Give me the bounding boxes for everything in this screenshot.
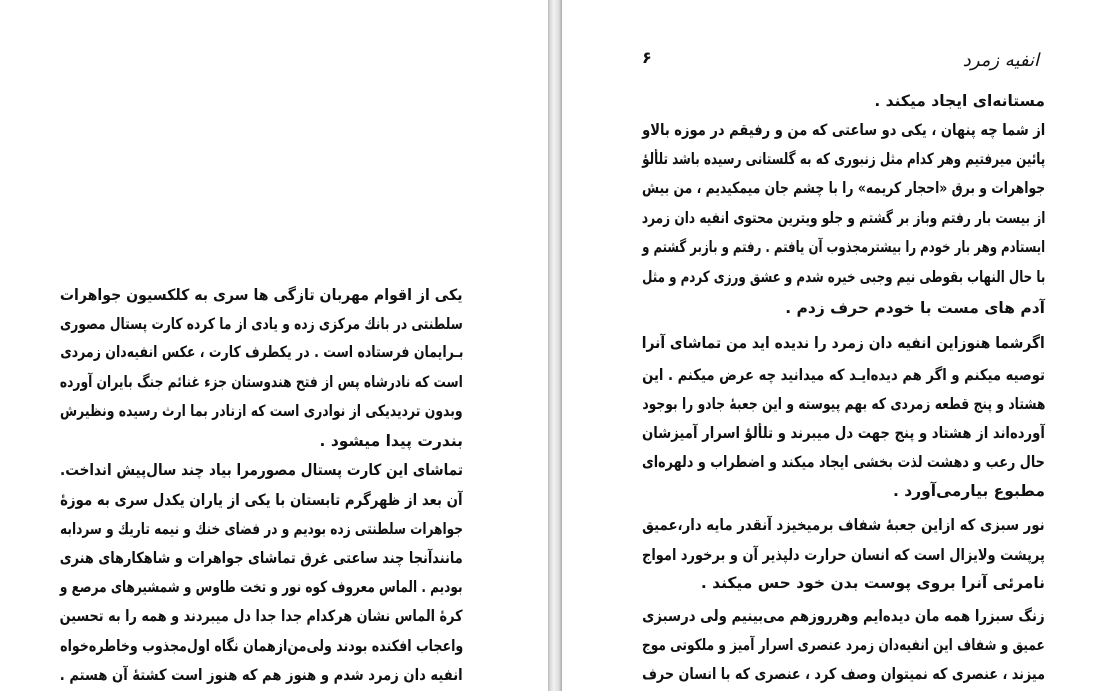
text-line: تماشای این کارت پستال مصورمرا بیاد چند سال‌پیش انداخت. [60,461,463,479]
text-line: است که نادرشاه پس از فتح هندوستان جزء غنائم جنگ بایران آورده [60,373,463,391]
text-line: از بیست بار رفتم وباز بر گشتم و جلو ویترین محتوی انفیه دان زمرد [641,209,1045,227]
text-line: جواهرات سلطنتی زده بودیم و در فضای خنك و نیمه تاریك و سردابه [59,520,463,538]
text-line: آدم های مست با خودم حرف زدم . [785,299,1045,317]
text-line: توصیه میکنم و اگر هم دیده‌ایـد که میدانید چه عرض میکنم . این [642,366,1045,384]
right-page [562,0,1107,691]
text-line: مطبوع بیارمی‌آورد . [892,482,1045,500]
text-line: بـرایمان فرستاده است . در یکطرف کارت ، عکس انفیه‌دان زمردی [59,343,463,361]
text-line: پائین میرفتیم وهر کدام مثل زنبوری که به گلستانی رسیده باشد تلألؤ [641,150,1045,168]
text-line: با حال النهاب بقوطی نیم وجبی خیره شدم و عشق ورزی کردم و مثل [641,268,1045,286]
text-line: زنگ سبزرا همه مان دیده‌ایم وهرروزهم می‌بینیم ولی درسبزی [642,607,1045,625]
text-line: انفیه دان زمرد شدم و هنوز هم که هنوز است کشتهٔ آن هستم . [60,666,463,684]
text-line: یکی از اقوام مهربان تازگی ها سری به کلکسیون جواهرات [60,286,463,304]
text-line: حال رعب و دهشت لذت بخشی ایجاد میکند و اضطراب و دلهره‌ای [642,453,1045,471]
page-number: ۶ [642,48,652,67]
book-spine [548,0,562,691]
text-line: واعجاب افکنده بودند ولی‌من‌ازهمان نگاه اول‌مجذوب وخاطره‌خواه [59,637,463,655]
text-line: بندرت پیدا میشود . [319,432,463,450]
text-line: بودیم . الماس معروف کوه نور و تخت طاوس و شمشیرهای مرصع و [60,578,463,596]
text-line: هشتاد و پنج قطعه زمردی که بهم پیوسته و این جعبهٔ جادو را بوجود [641,395,1045,413]
text-line: مانندآنجا چند ساعتی غرق تماشای جواهرات و شاهکارهای هنری [60,549,463,567]
text-line: عمیق و شفاف این انفیه‌دان زمرد عنصری اسرار آمیز و ملکوتی موج [642,636,1045,654]
text-line: ایستادم وهر بار خودم را بیشترمجذوب آن یافتم . رفتم و بازبر گشتم و [641,238,1045,256]
text-line: نور سبزی که ازاین جعبهٔ شفاف برمیخیزد آنقدر مایه دار،عمیق [642,516,1045,534]
text-line: جواهرات و برق «احجار کریمه» را با چشم جان میمکیدیم ، من بیش [641,179,1045,197]
text-line: کرهٔ الماس نشان هرکدام جدا جدا دل میبردند و همه را به تحسین [60,607,463,625]
text-line: آن بعد از ظهرگرم تابستان با یکی از یاران یکدل سری به موزهٔ [60,491,463,509]
text-line: وبدون تردیدیکی از نوادری است که ازنادر بما ارث رسیده ونظیرش [60,402,463,420]
text-line: اگرشما هنوزاین انفیه دان زمرد را ندیده اید من تماشای آنرا [642,334,1045,352]
page-title: انفیه زمرد [962,50,1039,71]
text-line: سلطنتی در بانك مرکزی زده و یادی از ما کرده کارت پستال مصوری [60,315,463,333]
left-page [0,0,548,691]
text-line: پرپشت ولایزال است که انسان حرارت دلپذیر آن و برخورد امواج [642,546,1045,564]
text-line: میزند ، عنصری که نمیتوان وصف کرد ، عنصری که با انسان حرف [642,665,1045,683]
text-line: مستانه‌ای ایجاد میکند . [874,92,1045,110]
text-line: از شما چه پنهان ، یکی دو ساعتی که من و رفیقم در موزه بالاو [641,121,1045,139]
text-line: نامرئی آنرا بروی پوست بدن خود حس میکند . [700,574,1045,592]
text-line: آورده‌اند از هشتاد و پنج جهت دل میبرند و تلألؤ اسرار آمیزشان [642,424,1045,442]
